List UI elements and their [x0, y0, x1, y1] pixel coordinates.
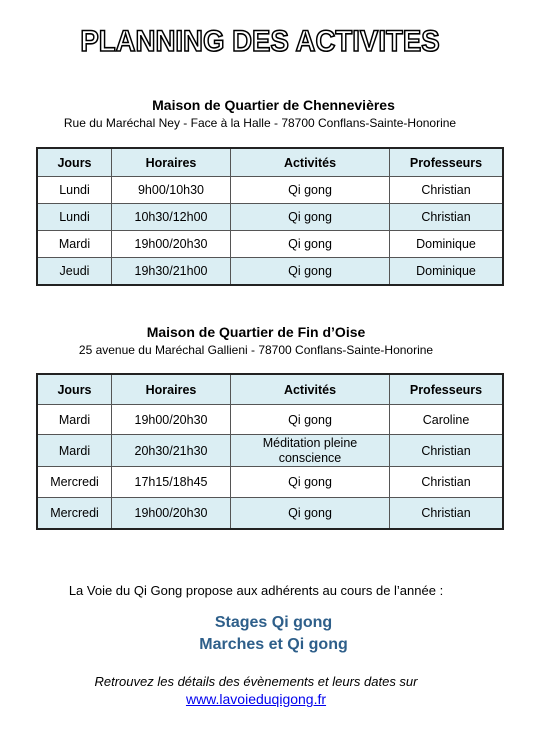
cell-horaire: 19h30/21h00: [112, 258, 231, 286]
table-row: [37, 231, 503, 258]
cell-professeur: Caroline: [390, 405, 504, 435]
cell-jour: Mercredi: [37, 467, 112, 498]
cell-jour: Mardi: [37, 231, 112, 258]
cell-activite: Qi gong: [231, 467, 390, 498]
retrouvez-text: Retrouvez les détails des évènements et leurs dates sur: [94, 674, 418, 689]
header-professeurs: Professeurs: [390, 148, 504, 177]
cell-professeur: Christian: [390, 435, 504, 467]
promo-text: La Voie du Qi Gong propose aux adhérents au cours de l’année :: [68, 583, 444, 598]
schedule-table-1: [36, 147, 504, 286]
cell-professeur: Christian: [390, 177, 504, 204]
table-row: [37, 258, 503, 286]
header-activites: Activités: [231, 148, 390, 177]
cell-professeur: Dominique: [390, 258, 504, 286]
cell-horaire: 10h30/12h00: [112, 204, 231, 231]
cell-jour: Mardi: [37, 435, 112, 467]
page-title: PLANNING DES ACTIVITES: [80, 25, 440, 58]
cell-jour: Jeudi: [37, 258, 112, 286]
cell-professeur: Christian: [390, 467, 504, 498]
cell-professeur: Dominique: [390, 231, 504, 258]
website-link[interactable]: www.lavoieduqigong.fr: [185, 691, 327, 707]
venue-2-address: 25 avenue du Maréchal Gallieni - 78700 Conflans-Sainte-Honorine: [78, 343, 434, 357]
cell-jour: Lundi: [37, 204, 112, 231]
table-row: [37, 204, 503, 231]
cell-horaire: 19h00/20h30: [112, 231, 231, 258]
table-row: [37, 405, 503, 435]
table-row: [37, 435, 503, 467]
stage-marches: Marches et Qi gong: [199, 636, 348, 653]
table-row: [37, 177, 503, 204]
cell-jour: Mercredi: [37, 498, 112, 530]
table-header-row: [37, 374, 503, 405]
cell-professeur: Christian: [390, 204, 504, 231]
cell-activite: Qi gong: [231, 231, 390, 258]
header-horaires: Horaires: [112, 374, 231, 405]
header-jours: Jours: [37, 148, 112, 177]
cell-activite: Qi gong: [231, 204, 390, 231]
cell-professeur: Christian: [390, 498, 504, 530]
stage-qi-gong: Stages Qi gong: [214, 614, 333, 631]
venue-2-name: Maison de Quartier de Fin d’Oise: [146, 324, 366, 340]
cell-horaire: 19h00/20h30: [112, 498, 231, 530]
table-header-row: [37, 148, 503, 177]
cell-horaire: 19h00/20h30: [112, 405, 231, 435]
cell-activite: Qi gong: [231, 177, 390, 204]
header-professeurs: Professeurs: [390, 374, 504, 405]
schedule-table-2: [36, 373, 504, 530]
header-horaires: Horaires: [112, 148, 231, 177]
cell-horaire: 17h15/18h45: [112, 467, 231, 498]
cell-jour: Mardi: [37, 405, 112, 435]
cell-activite: Qi gong: [231, 498, 390, 530]
venue-1-address: Rue du Maréchal Ney - Face à la Halle - 78700 Conflans-Sainte-Honorine: [63, 116, 457, 130]
venue-1-name: Maison de Quartier de Chennevières: [152, 97, 395, 113]
cell-activite: Qi gong: [231, 405, 390, 435]
table-row: [37, 467, 503, 498]
cell-horaire: 20h30/21h30: [112, 435, 231, 467]
header-activites: Activités: [231, 374, 390, 405]
header-jours: Jours: [37, 374, 112, 405]
cell-horaire: 9h00/10h30: [112, 177, 231, 204]
cell-activite: Qi gong: [231, 258, 390, 286]
cell-jour: Lundi: [37, 177, 112, 204]
cell-activite: Méditation pleine conscience: [231, 435, 390, 467]
table-row: [37, 498, 503, 530]
